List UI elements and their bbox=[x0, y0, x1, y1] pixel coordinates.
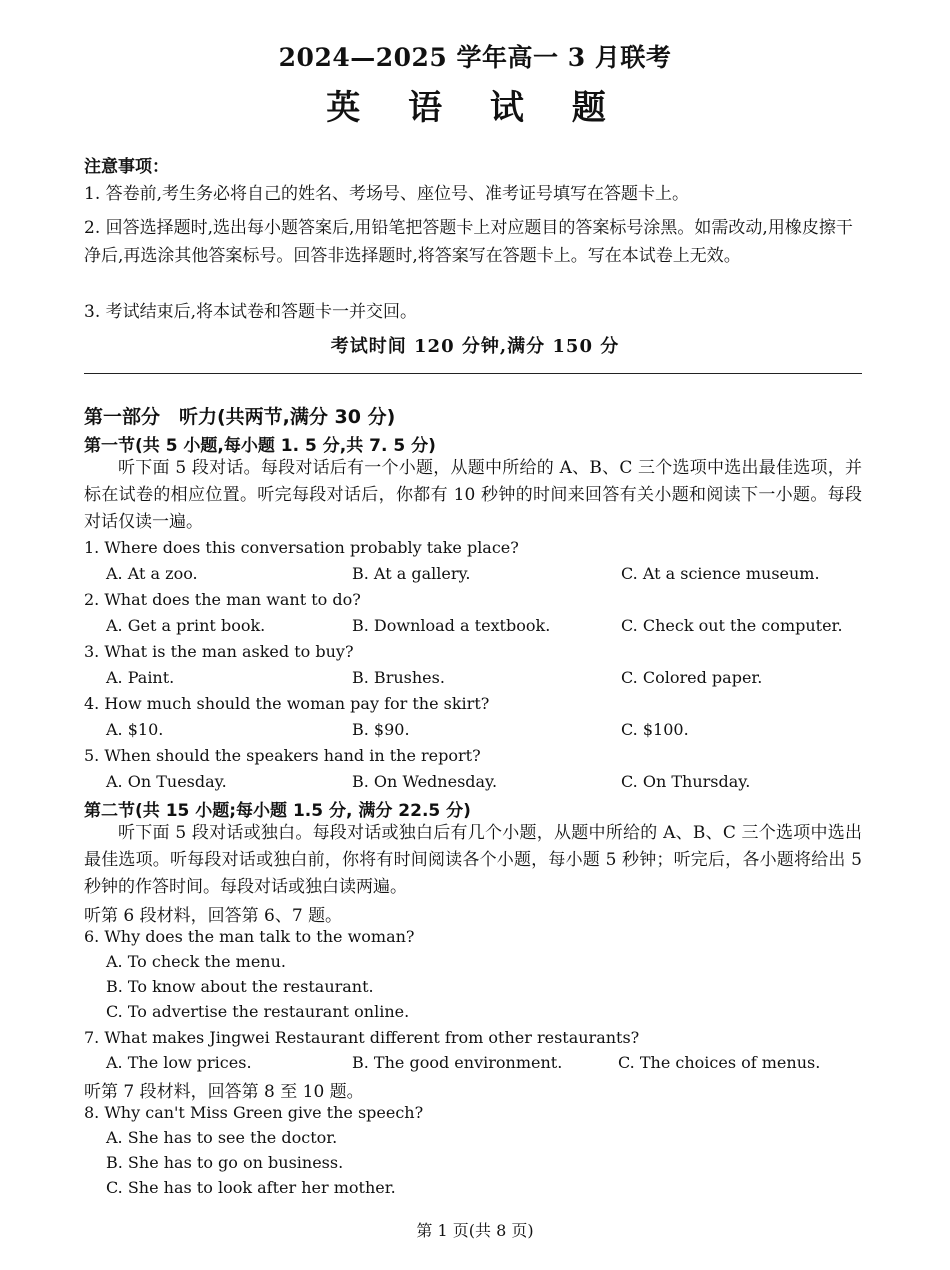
exam-title: 2024—2025 学年高一 3 月联考 bbox=[278, 43, 672, 72]
option-c: C. Check out the computer. bbox=[621, 616, 843, 635]
question-stem: 6. Why does the man talk to the woman? bbox=[84, 927, 415, 946]
option-a: A. On Tuesday. bbox=[106, 772, 227, 791]
section1-instructions: 听下面 5 段对话。每段对话后有一个小题，从题中所给的 A、B、C 三个选项中选出最佳选项，并标在试卷的相应位置。听完每段对话后，你都有 10 秒钟的时间来回答有关小题和阅读下一小题。每段对话仅读一遍。 bbox=[84, 458, 862, 532]
page-number: 第 1 页(共 8 页) bbox=[416, 1221, 534, 1240]
material-7-heading: 听第 7 段材料，回答第 8 至 10 题。 bbox=[84, 1082, 364, 1102]
option-b: B. To know about the restaurant. bbox=[106, 977, 374, 996]
section2-instructions: 听下面 5 段对话或独白。每段对话或独白后有几个小题，从题中所给的 A、B、C 三个选项中选出最佳选项。听每段对话或独白前，你将有时间阅读各个小题，每小题 5 秒钟；听完后，各小题将给出 5 秒钟的作答时间。每段对话或独白读两遍。 bbox=[84, 823, 862, 897]
exam-time: 考试时间 120 分钟,满分 150 分 bbox=[330, 336, 620, 357]
divider bbox=[84, 373, 862, 374]
option-a: A. Get a print book. bbox=[106, 616, 266, 635]
option-a: A. The low prices. bbox=[106, 1053, 252, 1072]
option-c: C. $100. bbox=[621, 720, 689, 739]
subject-title: 英 语 试 题 bbox=[326, 88, 624, 128]
option-a: A. To check the menu. bbox=[106, 952, 286, 971]
question-stem: 8. Why can't Miss Green give the speech? bbox=[84, 1103, 424, 1122]
question-stem: 3. What is the man asked to buy? bbox=[84, 642, 354, 661]
notice-item-3: 3. 考试结束后,将本试卷和答题卡一并交回。 bbox=[84, 302, 418, 322]
option-a: A. Paint. bbox=[106, 668, 175, 687]
option-a: A. $10. bbox=[106, 720, 164, 739]
option-b: B. At a gallery. bbox=[352, 564, 471, 583]
option-b: B. Brushes. bbox=[352, 668, 445, 687]
question-stem: 7. What makes Jingwei Restaurant different from other restaurants? bbox=[84, 1028, 640, 1047]
option-a: A. At a zoo. bbox=[106, 564, 198, 583]
option-b: B. She has to go on business. bbox=[106, 1153, 344, 1172]
option-c: C. She has to look after her mother. bbox=[106, 1178, 396, 1197]
option-a: A. She has to see the doctor. bbox=[106, 1128, 338, 1147]
section2-heading: 第二节(共 15 小题;每小题 1.5 分, 满分 22.5 分) bbox=[84, 801, 471, 821]
question-stem: 4. How much should the woman pay for the skirt? bbox=[84, 694, 490, 713]
part1-heading: 第一部分 听力(共两节,满分 30 分) bbox=[84, 406, 396, 428]
option-b: B. Download a textbook. bbox=[352, 616, 551, 635]
option-c: C. To advertise the restaurant online. bbox=[106, 1002, 410, 1021]
section1-heading: 第一节(共 5 小题,每小题 1. 5 分,共 7. 5 分) bbox=[84, 436, 436, 456]
question-stem: 5. When should the speakers hand in the report? bbox=[84, 746, 481, 765]
question-stem: 1. Where does this conversation probably take place? bbox=[84, 538, 519, 557]
question-stem: 2. What does the man want to do? bbox=[84, 590, 361, 609]
material-6-heading: 听第 6 段材料，回答第 6、7 题。 bbox=[84, 906, 343, 926]
option-c: C. On Thursday. bbox=[621, 772, 751, 791]
notice-item-1: 1. 答卷前,考生务必将自己的姓名、考场号、座位号、准考证号填写在答题卡上。 bbox=[84, 184, 690, 204]
notice-item-2: 2. 回答选择题时,选出每小题答案后,用铅笔把答题卡上对应题目的答案标号涂黑。如需改动,用橡皮擦干净后,再选涂其他答案标号。回答非选择题时,将答案写在答题卡上。写在本试卷上无效。 bbox=[84, 218, 853, 266]
option-b: B. $90. bbox=[352, 720, 410, 739]
option-b: B. The good environment. bbox=[352, 1053, 563, 1072]
notice-heading: 注意事项： bbox=[84, 157, 169, 177]
option-b: B. On Wednesday. bbox=[352, 772, 498, 791]
option-c: C. At a science museum. bbox=[621, 564, 820, 583]
option-c: C. The choices of menus. bbox=[618, 1053, 821, 1072]
option-c: C. Colored paper. bbox=[621, 668, 763, 687]
